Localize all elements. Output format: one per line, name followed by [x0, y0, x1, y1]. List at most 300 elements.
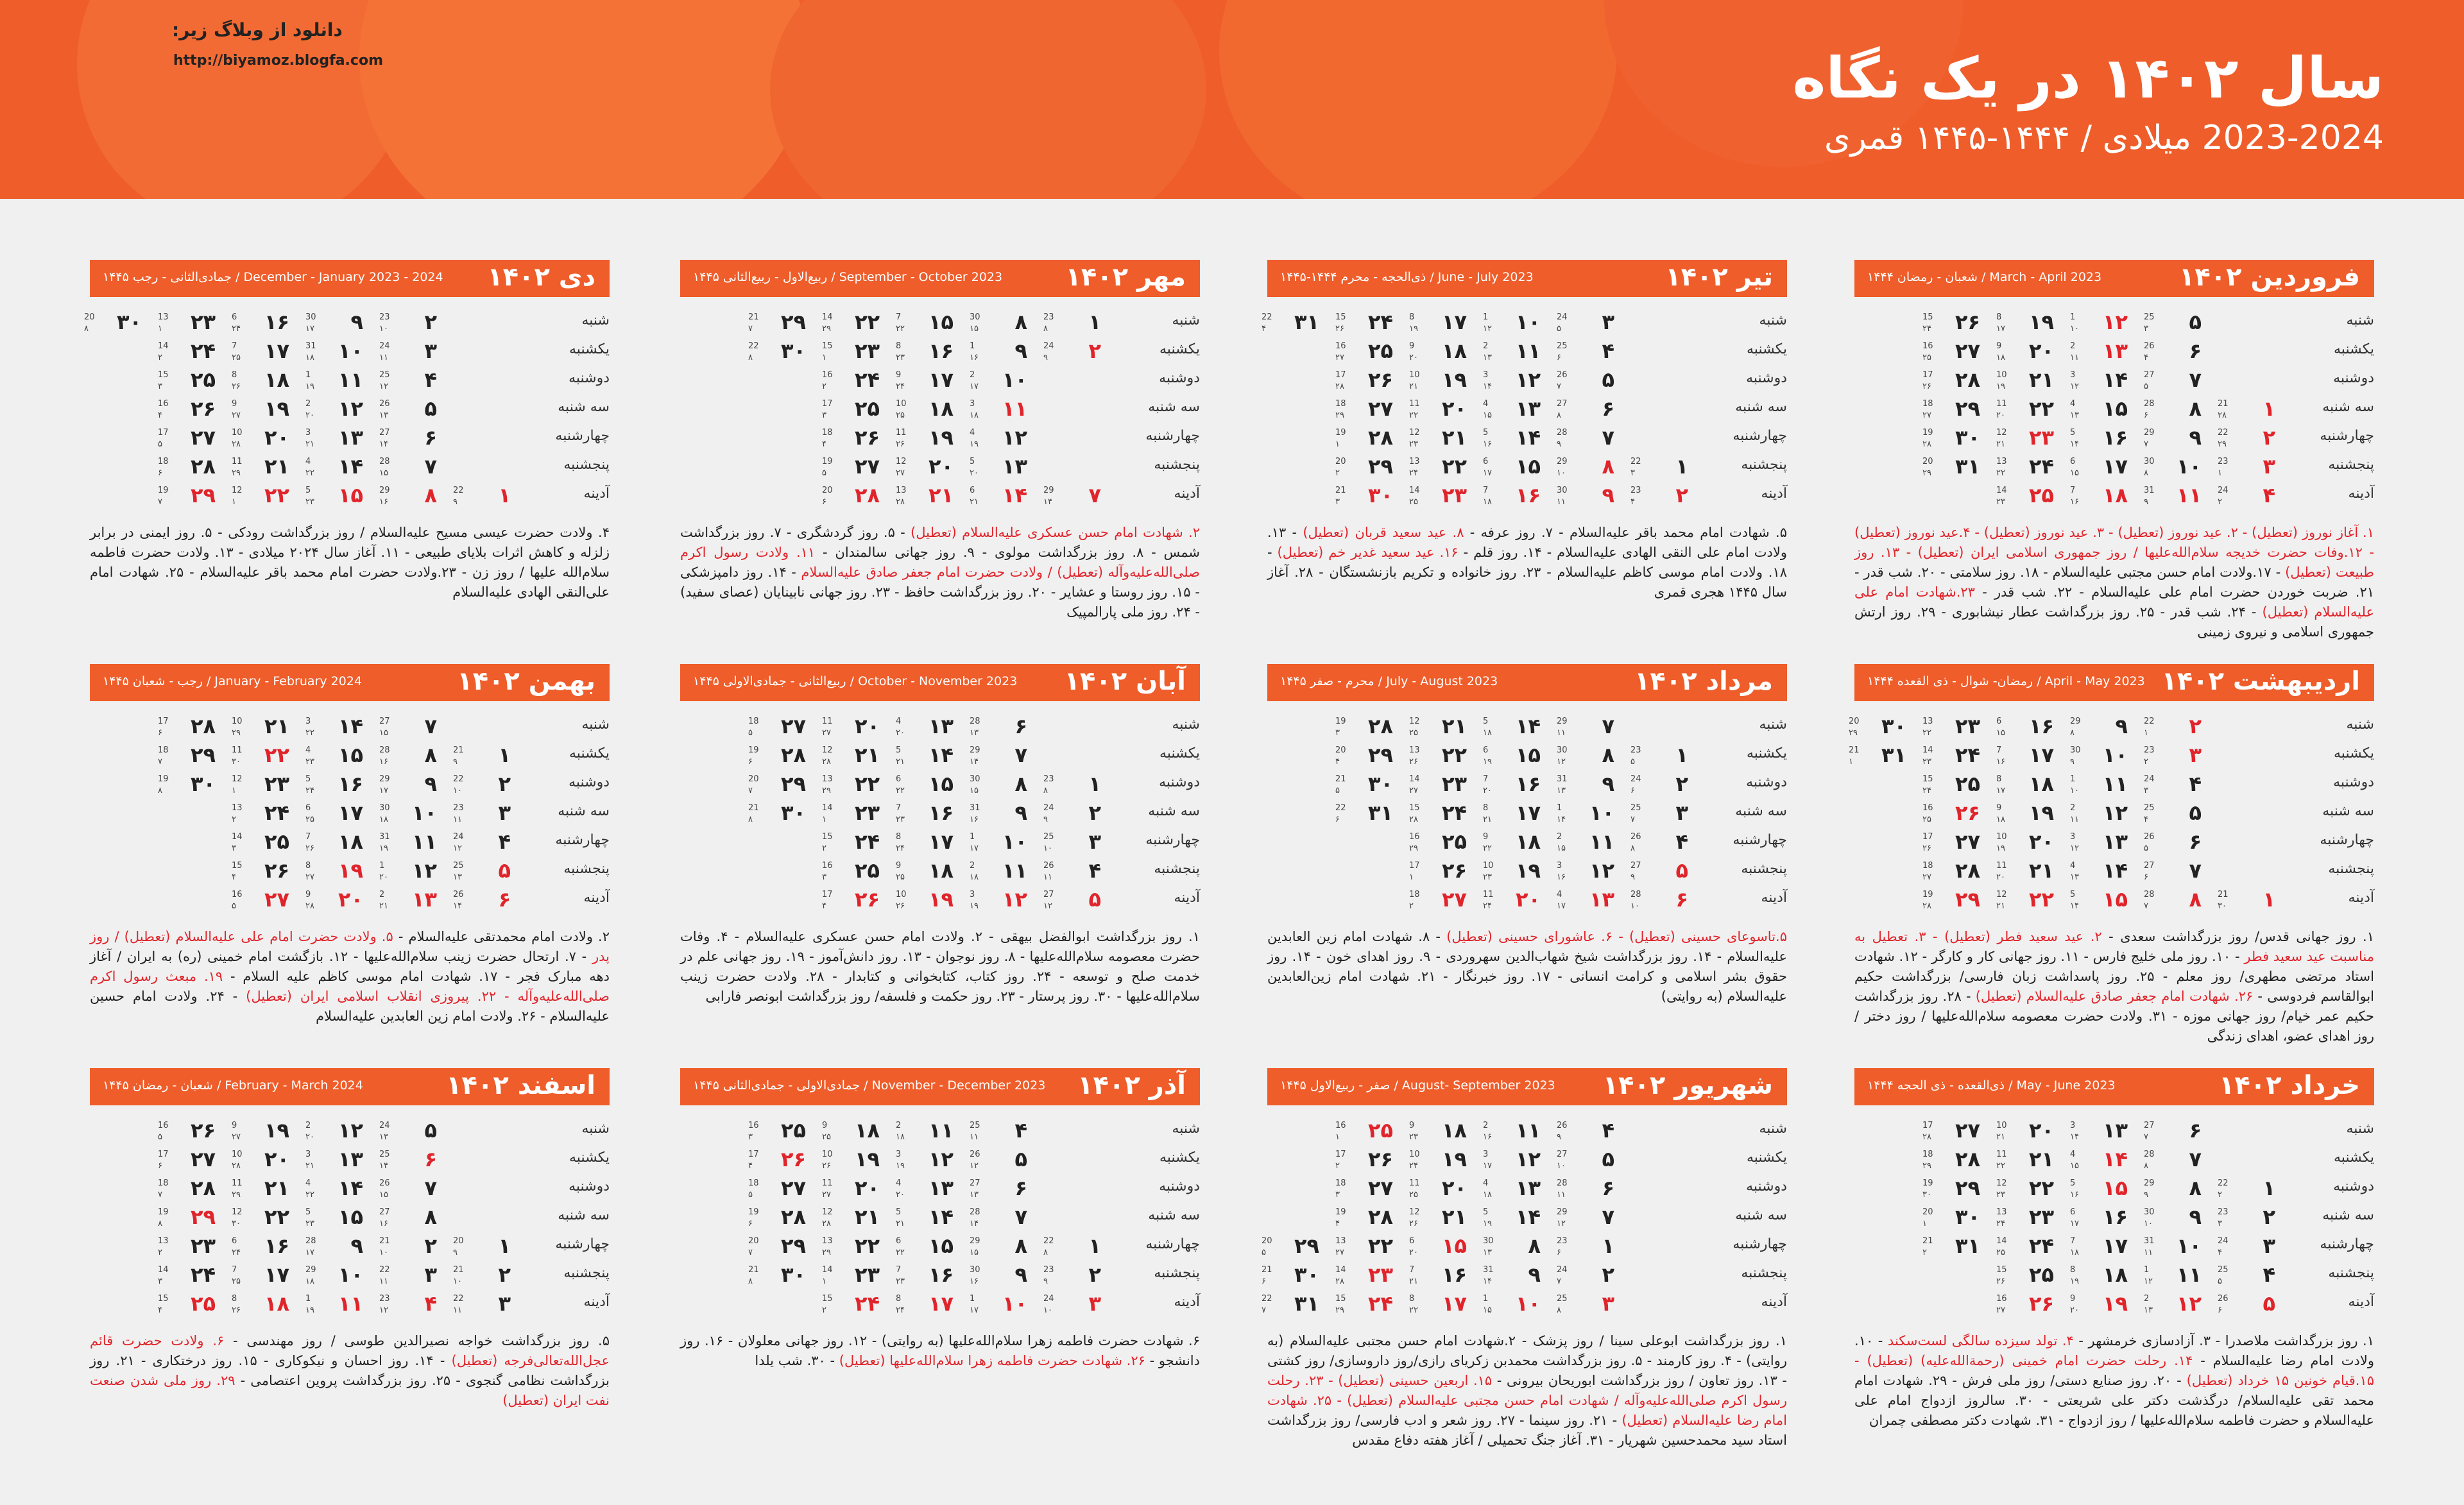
- gregorian-day: 18: [1922, 399, 1933, 409]
- gregorian-day: 22: [2218, 1178, 2229, 1188]
- day-number: ۱۴: [338, 1176, 363, 1200]
- weekday-label: چهارشنبه: [1733, 428, 1787, 444]
- month-name: دی ۱۴۰۲: [487, 262, 595, 292]
- day-number: ۲۲: [264, 1205, 289, 1229]
- day-number: ۱۹: [854, 1147, 880, 1171]
- hijri-day: ۷: [2144, 439, 2148, 449]
- event-text: - ۲۱. روز سینما - ۲۷. روز شعر و ادب فارسی/ روز بزرگداشت استاد سید محمدحسین شهریار - ۳۱. آغاز جنگ تحمیلی / آغاز هفته دفاع مقدس: [1267, 1413, 1787, 1448]
- gregorian-day: 5: [305, 1207, 311, 1217]
- day-cell: [892, 858, 963, 887]
- gregorian-day: 14: [1996, 1236, 2007, 1246]
- weekday-label: سه شنبه: [558, 1207, 610, 1223]
- gregorian-day: 15: [822, 1294, 833, 1304]
- hijri-day: ۲۸: [896, 497, 905, 507]
- month-grid: [1262, 310, 1787, 514]
- day-cell: [1405, 368, 1476, 396]
- hijri-day: ۱۹: [2070, 1277, 2079, 1286]
- gregorian-day: 25: [2144, 312, 2155, 322]
- day-cell: [2140, 887, 2211, 916]
- week-row: [1854, 1205, 2374, 1234]
- hijri-day: ۱۸: [896, 1132, 905, 1142]
- day-number: ۷: [424, 714, 437, 738]
- hijri-day: ۲: [232, 815, 236, 824]
- day-number: ۱۸: [2102, 483, 2128, 507]
- day-number: ۱۱: [1002, 396, 1027, 421]
- day-cell: [228, 310, 298, 339]
- hijri-day: ۱: [232, 786, 236, 795]
- hijri-day: ۶: [158, 728, 162, 738]
- hijri-day: ۱۸: [1483, 497, 1492, 507]
- hijri-day: ۲: [1335, 1161, 1340, 1171]
- day-number: ۱۳: [1002, 454, 1027, 479]
- day-cell: [1553, 1234, 1623, 1263]
- day-number: ۱۸: [854, 1118, 880, 1143]
- day-cell: [1992, 425, 2063, 454]
- hijri-day: ۱۰: [379, 1248, 388, 1257]
- hijri-day: ۲۲: [1996, 1161, 2005, 1171]
- hijri-day: ۲۴: [1996, 1219, 2005, 1229]
- day-number: ۱۱: [338, 1291, 363, 1316]
- hijri-day: ۲۰: [305, 411, 314, 420]
- download-link[interactable]: http://biyamoz.blogfa.com: [173, 53, 383, 69]
- day-cell: [302, 483, 372, 512]
- gregorian-day: 24: [379, 341, 390, 351]
- day-cell: [2066, 858, 2137, 887]
- gregorian-day: 11: [822, 717, 833, 726]
- day-number: ۱۸: [2102, 1263, 2128, 1287]
- day-number: ۱۷: [264, 339, 289, 363]
- week-row: [680, 1291, 1200, 1320]
- day-cell: [449, 483, 520, 512]
- day-number: ۱۰: [1002, 829, 1027, 854]
- hijri-day: ۲۰: [1996, 872, 2005, 882]
- weekday-label: سه شنبه: [1735, 399, 1787, 415]
- week-row: [1262, 1263, 1787, 1291]
- week-row: [1854, 887, 2374, 916]
- day-number: ۲۱: [1441, 425, 1467, 450]
- day-number: ۲۸: [1955, 368, 1980, 392]
- month-header: [90, 260, 610, 297]
- day-cell: [966, 1205, 1036, 1234]
- gregorian-day: 14: [1335, 1265, 1346, 1275]
- gregorian-day: 16: [232, 890, 243, 899]
- day-cell: [818, 483, 889, 512]
- hijri-day: ۶: [1630, 786, 1635, 795]
- hijri-day: ۱۸: [1996, 353, 2005, 362]
- hijri-day: ۱۴: [970, 1219, 979, 1229]
- gregorian-day: 14: [1996, 486, 2007, 495]
- day-number: ۲۵: [1367, 1118, 1393, 1143]
- hijri-day: ۱۴: [1483, 382, 1492, 391]
- gregorian-day: 29: [379, 774, 390, 784]
- weekday-label: یکشنبه: [569, 745, 610, 761]
- day-number: ۱۷: [1515, 801, 1541, 825]
- day-cell: [449, 1263, 520, 1291]
- day-cell: [2066, 1118, 2137, 1147]
- day-number: ۱۰: [1515, 1291, 1541, 1316]
- hijri-day: ۲۸: [1409, 815, 1418, 824]
- gregorian-day: 9: [2070, 1294, 2076, 1304]
- weekday-label: یکشنبه: [2334, 1150, 2374, 1166]
- week-row: [680, 1234, 1200, 1263]
- gregorian-day: 10: [822, 1150, 833, 1159]
- day-number: ۲۵: [854, 396, 880, 421]
- gregorian-day: 8: [305, 861, 311, 871]
- day-number: ۲: [2263, 1205, 2275, 1229]
- gregorian-day: 17: [748, 1150, 759, 1159]
- day-number: ۳۰: [1367, 772, 1393, 796]
- day-cell: [1040, 1234, 1110, 1263]
- month-grid: [680, 1118, 1200, 1322]
- day-cell: [2066, 1234, 2137, 1263]
- weekday-label: پنجشنبه: [2328, 1265, 2374, 1281]
- day-number: ۱۲: [1002, 887, 1027, 912]
- gregorian-day: 29: [2144, 1178, 2155, 1188]
- day-number: ۲۰: [928, 454, 954, 479]
- day-number: ۲: [2189, 714, 2202, 738]
- gregorian-day: 27: [1557, 399, 1568, 409]
- hijri-day: ۵: [158, 439, 162, 449]
- day-cell: [2140, 483, 2211, 512]
- gregorian-day: 22: [379, 1265, 390, 1275]
- month-grid: [90, 1118, 610, 1322]
- gregorian-day: 29: [1043, 486, 1054, 495]
- day-number: ۲۶: [190, 1118, 216, 1143]
- hijri-day: ۱۳: [379, 1132, 388, 1142]
- hijri-day: ۵: [1630, 757, 1635, 767]
- hijri-day: ۸: [1043, 786, 1048, 795]
- day-cell: [744, 714, 815, 743]
- event-text: ۵. ولادت حضرت امام علی علیه‌السلام (تعطیل) / روز پدر: [90, 929, 610, 964]
- hijri-day: ۱: [1922, 1219, 1927, 1229]
- hijri-day: ۱۹: [970, 901, 979, 911]
- hijri-day: ۱۴: [1043, 497, 1052, 507]
- gregorian-day: 6: [896, 1236, 902, 1246]
- day-number: ۲۳: [2028, 1205, 2054, 1229]
- event-text: - ۲۸. روز بزرگداشت حکیم عمر خیام/ روز جهانی موزه - ۳۱. ولادت حضرت معصومه سلام‌الله‌علیها / روز دختر / روز اهدای عضو، اهدای زندگی: [1854, 989, 2374, 1044]
- event-text: ۱۵. اربعین حسینی (تعطیل) - ۲۳. رحلت رسول اکرم صلی‌الله‌علیه‌وآله / شهادت امام حسن مجتبی علیه‌السلام (تعطیل) - ۲۵. شهادت امام رضا علیه‌السلام (تعطیل): [1267, 1373, 1787, 1428]
- day-number: ۲۶: [1367, 368, 1393, 392]
- gregorian-day: 20: [748, 774, 759, 784]
- day-cell: [1992, 483, 2063, 512]
- day-cell: [818, 454, 889, 483]
- day-number: ۲۱: [264, 454, 289, 479]
- day-number: ۱۹: [1515, 858, 1541, 883]
- event-text: ۲. عید سعید فطر (تعطیل) - ۳. تعطیل به مناسبت عید سعید فطر: [1854, 929, 2374, 964]
- day-number: ۹: [2189, 1205, 2202, 1229]
- hijri-day: ۸: [2144, 1161, 2148, 1171]
- gregorian-day: 21: [453, 745, 464, 755]
- hijri-day: ۱۰: [1630, 901, 1639, 911]
- day-cell: [966, 1147, 1036, 1176]
- day-cell: [375, 339, 446, 368]
- hijri-day: ۸: [158, 1219, 162, 1229]
- hijri-day: ۲۷: [1409, 786, 1418, 795]
- day-cell: [818, 1147, 889, 1176]
- day-cell: [302, 454, 372, 483]
- gregorian-day: 24: [379, 1121, 390, 1130]
- gregorian-day: 1: [305, 370, 311, 380]
- hijri-day: ۱۲: [1043, 901, 1052, 911]
- day-number: ۳۱: [1294, 310, 1319, 334]
- day-number: ۱۰: [2102, 743, 2128, 767]
- day-number: ۶: [424, 425, 437, 450]
- day-cell: [1331, 368, 1402, 396]
- gregorian-day: 24: [2144, 774, 2155, 784]
- day-cell: [154, 483, 225, 512]
- event-text: ۱. روز بزرگداشت ملاصدرا - ۳. آزادسازی خرمشهر -: [2073, 1333, 2374, 1348]
- day-number: ۱۶: [1515, 772, 1541, 796]
- day-cell: [2140, 743, 2211, 772]
- day-cell: [2140, 310, 2211, 339]
- day-number: ۲۱: [1441, 714, 1467, 738]
- hijri-day: ۲۸: [822, 1219, 831, 1229]
- hijri-day: ۲۴: [896, 382, 905, 391]
- day-number: ۱۵: [928, 1234, 954, 1258]
- day-number: ۲۱: [2028, 858, 2054, 883]
- gregorian-day: 3: [1483, 1150, 1489, 1159]
- gregorian-day: 25: [1557, 1294, 1568, 1304]
- hijri-day: ۹: [1630, 872, 1635, 882]
- day-number: ۸: [2189, 1176, 2202, 1200]
- day-cell: [1919, 454, 1989, 483]
- event-text: ۲۶. شهادت حضرت فاطمه زهرا سلام‌الله‌علیها (تعطیل): [839, 1353, 1145, 1368]
- week-row: [680, 887, 1200, 916]
- month-name: شهریور ۱۴۰۲: [1602, 1071, 1773, 1100]
- day-number: ۱۰: [1515, 310, 1541, 334]
- day-cell: [228, 1118, 298, 1147]
- day-number: ۲۷: [1955, 829, 1980, 854]
- hijri-day: ۲۱: [896, 757, 905, 767]
- day-number: ۱۸: [264, 368, 289, 392]
- day-number: ۱۷: [928, 829, 954, 854]
- day-number: ۳: [1602, 1291, 1614, 1316]
- day-number: ۲۶: [780, 1147, 806, 1171]
- day-cell: [892, 743, 963, 772]
- event-text: - ۱۰. روز ملی خلیج فارس - ۱۱. روز جهانی کار و کارگر - ۱۲. شهادت استاد مرتضی مطهری/ روز معلم - ۲۵. روز پاسداشت زبان فارسی/ بزرگداشت حکیم ابوالقاسم فردوسی -: [1854, 949, 2375, 1004]
- hijri-day: ۱۵: [2070, 1161, 2079, 1171]
- week-row: [90, 858, 610, 887]
- day-number: ۲۹: [190, 1205, 216, 1229]
- day-cell: [818, 1234, 889, 1263]
- hijri-day: ۲۰: [1409, 1248, 1418, 1257]
- hijri-day: ۱۰: [453, 786, 462, 795]
- hijri-day: ۲۹: [232, 468, 241, 478]
- day-cell: [154, 310, 225, 339]
- month-name: مرداد ۱۴۰۲: [1634, 667, 1773, 696]
- week-row: [680, 1147, 1200, 1176]
- gregorian-day: 7: [896, 1265, 902, 1275]
- day-number: ۲: [2263, 425, 2275, 450]
- gregorian-day: 21: [748, 312, 759, 322]
- day-cell: [1405, 1147, 1476, 1176]
- day-cell: [449, 772, 520, 801]
- week-row: [1267, 396, 1787, 425]
- event-text: ۱۴. رحلت حضرت امام خمینی (رحمةالله‌علیه) (تعطیل) - ۱۵.قیام خونین ۱۵ خرداد (تعطیل): [1854, 1353, 2374, 1388]
- day-cell: [744, 772, 815, 801]
- day-cell: [375, 858, 446, 887]
- event-text: ۶. ولادت حضرت قائم عجل‌الله‌تعالی‌فرجه (تعطیل): [90, 1333, 610, 1368]
- weekday-label: شنبه: [1759, 312, 1787, 328]
- hijri-day: ۱۲: [379, 382, 388, 391]
- gregorian-day: 22: [1262, 312, 1272, 322]
- day-cell: [1553, 1263, 1623, 1291]
- event-text: - ۱۳. ولادت امام علی النقی الهادی علیه‌السلام - ۱۴. روز قلم -: [1267, 525, 1787, 560]
- hijri-day: ۱۷: [305, 324, 314, 334]
- week-row: [1267, 454, 1787, 483]
- gregorian-day: 23: [1043, 312, 1054, 322]
- day-cell: [2140, 1291, 2211, 1320]
- gregorian-day: 25: [1630, 803, 1641, 813]
- week-row: [1849, 743, 2374, 772]
- day-number: ۵: [2263, 1291, 2275, 1316]
- day-number: ۲۸: [1367, 425, 1393, 450]
- weekday-label: آدینه: [1761, 486, 1787, 502]
- gregorian-day: 29: [305, 1265, 316, 1275]
- day-cell: [1331, 310, 1402, 339]
- day-number: ۴: [498, 829, 511, 854]
- gregorian-day: 16: [1335, 1121, 1346, 1130]
- day-cell: [892, 396, 963, 425]
- day-number: ۶: [498, 887, 511, 912]
- day-cell: [302, 743, 372, 772]
- day-number: ۲۵: [1367, 339, 1393, 363]
- gregorian-day: 10: [1483, 861, 1494, 871]
- day-number: ۶: [1675, 887, 1688, 912]
- day-number: ۱: [498, 1234, 511, 1258]
- hijri-day: ۷: [158, 497, 162, 507]
- gregorian-day: 30: [2144, 1207, 2155, 1217]
- hijri-day: ۵: [2218, 1277, 2222, 1286]
- gregorian-day: 14: [822, 1265, 833, 1275]
- hijri-day: ۲۷: [822, 1190, 831, 1200]
- gregorian-day: 26: [379, 399, 390, 409]
- hijri-day: ۲۹: [822, 1248, 831, 1257]
- hijri-day: ۲۴: [896, 844, 905, 853]
- gregorian-day: 7: [2070, 486, 2076, 495]
- day-number: ۹: [1014, 339, 1027, 363]
- hijri-day: ۳: [1335, 728, 1340, 738]
- hijri-day: ۱۸: [305, 353, 314, 362]
- gregorian-day: 1: [1557, 803, 1562, 813]
- day-number: ۲۰: [854, 714, 880, 738]
- day-cell: [449, 887, 520, 916]
- gregorian-day: 5: [2070, 1178, 2076, 1188]
- day-number: ۱۵: [2102, 1176, 2128, 1200]
- gregorian-day: 22: [453, 486, 464, 495]
- event-text: - ۱۰. ولادت امام رضا علیه‌السلام -: [1854, 1333, 2375, 1368]
- day-cell: [2214, 1234, 2284, 1263]
- day-number: ۷: [1602, 714, 1614, 738]
- gregorian-day: 15: [1335, 312, 1346, 322]
- day-cell: [1405, 858, 1476, 887]
- gregorian-day: 12: [1996, 428, 2007, 438]
- day-number: ۶: [2189, 339, 2202, 363]
- weekday-label: دوشنبه: [1159, 774, 1200, 790]
- event-text: - ۸. شهادت امام زین العابدین علیه‌السلام - ۱۴. روز بزرگداشت شیخ شهاب‌الدین سهروردی - ۹. روز اهدای خون - ۱۴. روز حقوق بشر اسلامی و کرامت انسانی - ۱۷. روز خبرنگار - ۲۱. شهادت امام زین‌العابدین علیه‌السلام (به روایتی): [1267, 929, 1788, 1004]
- day-number: ۱۵: [1441, 1234, 1467, 1258]
- gregorian-day: 5: [2070, 428, 2076, 438]
- gregorian-day: 30: [305, 312, 316, 322]
- day-cell: [1992, 1147, 2063, 1176]
- hijri-day: ۲۲: [305, 728, 314, 738]
- hijri-day: ۲۷: [1335, 353, 1344, 362]
- gregorian-day: 30: [2070, 745, 2081, 755]
- hijri-day: ۱۳: [1483, 353, 1492, 362]
- day-number: ۳: [498, 1291, 511, 1316]
- week-row: [680, 454, 1200, 483]
- day-number: ۱: [498, 483, 511, 507]
- hijri-day: ۲۰: [1483, 786, 1492, 795]
- hijri-day: ۱۵: [379, 728, 388, 738]
- day-number: ۴: [2263, 1263, 2275, 1287]
- day-cell: [1331, 425, 1402, 454]
- gregorian-day: 26: [1630, 832, 1641, 842]
- gregorian-day: 5: [896, 745, 902, 755]
- gregorian-day: 29: [970, 1236, 980, 1246]
- week-row: [1267, 339, 1787, 368]
- day-cell: [2066, 483, 2137, 512]
- gregorian-day: 26: [2144, 832, 2155, 842]
- day-cell: [302, 801, 372, 829]
- day-number: ۱۹: [264, 1118, 289, 1143]
- day-cell: [228, 368, 298, 396]
- hijri-day: ۷: [748, 786, 753, 795]
- hijri-day: ۲۸: [1922, 901, 1931, 911]
- hijri-day: ۲۰: [896, 728, 905, 738]
- day-cell: [744, 1263, 815, 1291]
- hijri-day: ۸: [2070, 728, 2075, 738]
- hijri-day: ۱۲: [2144, 1277, 2153, 1286]
- day-cell: [892, 1147, 963, 1176]
- gregorian-day: 22: [1262, 1294, 1272, 1304]
- day-cell: [892, 1291, 963, 1320]
- hijri-day: ۲۹: [822, 786, 831, 795]
- gregorian-day: 29: [379, 486, 390, 495]
- day-cell: [2214, 1205, 2284, 1234]
- day-number: ۱۸: [1441, 1118, 1467, 1143]
- day-number: ۱۵: [2102, 396, 2128, 421]
- gregorian-day: 2: [305, 399, 311, 409]
- day-number: ۲: [424, 310, 437, 334]
- gregorian-day: 13: [822, 774, 833, 784]
- hijri-day: ۷: [748, 324, 753, 334]
- gregorian-day: 10: [232, 1150, 243, 1159]
- hijri-day: ۲۳: [305, 1219, 314, 1229]
- day-number: ۲۲: [854, 310, 880, 334]
- weekday-label: شنبه: [2346, 312, 2374, 328]
- hijri-day: ۱۹: [1996, 382, 2005, 391]
- hijri-day: ۱۵: [2070, 468, 2079, 478]
- month-block: [1854, 260, 2374, 645]
- day-number: ۲۴: [264, 801, 289, 825]
- day-number: ۱۳: [338, 1147, 363, 1171]
- day-number: ۱۷: [1441, 310, 1467, 334]
- hijri-day: ۴: [1262, 324, 1266, 334]
- hijri-day: ۳۰: [232, 757, 241, 767]
- hijri-day: ۱۲: [2070, 382, 2079, 391]
- day-number: ۱۹: [2102, 1291, 2128, 1316]
- event-text: ۵. شهادت امام محمد باقر علیه‌السلام - ۷. روز عرفه -: [1464, 525, 1787, 540]
- gregorian-day: 23: [379, 1294, 390, 1304]
- gregorian-day: 4: [2070, 399, 2076, 409]
- day-number: ۲۶: [1367, 1147, 1393, 1171]
- day-number: ۵: [2189, 310, 2202, 334]
- hijri-day: ۳۰: [1922, 1190, 1931, 1200]
- hijri-day: ۲۷: [232, 411, 241, 420]
- day-number: ۲۶: [264, 858, 289, 883]
- weekday-label: چهارشنبه: [1145, 428, 1200, 444]
